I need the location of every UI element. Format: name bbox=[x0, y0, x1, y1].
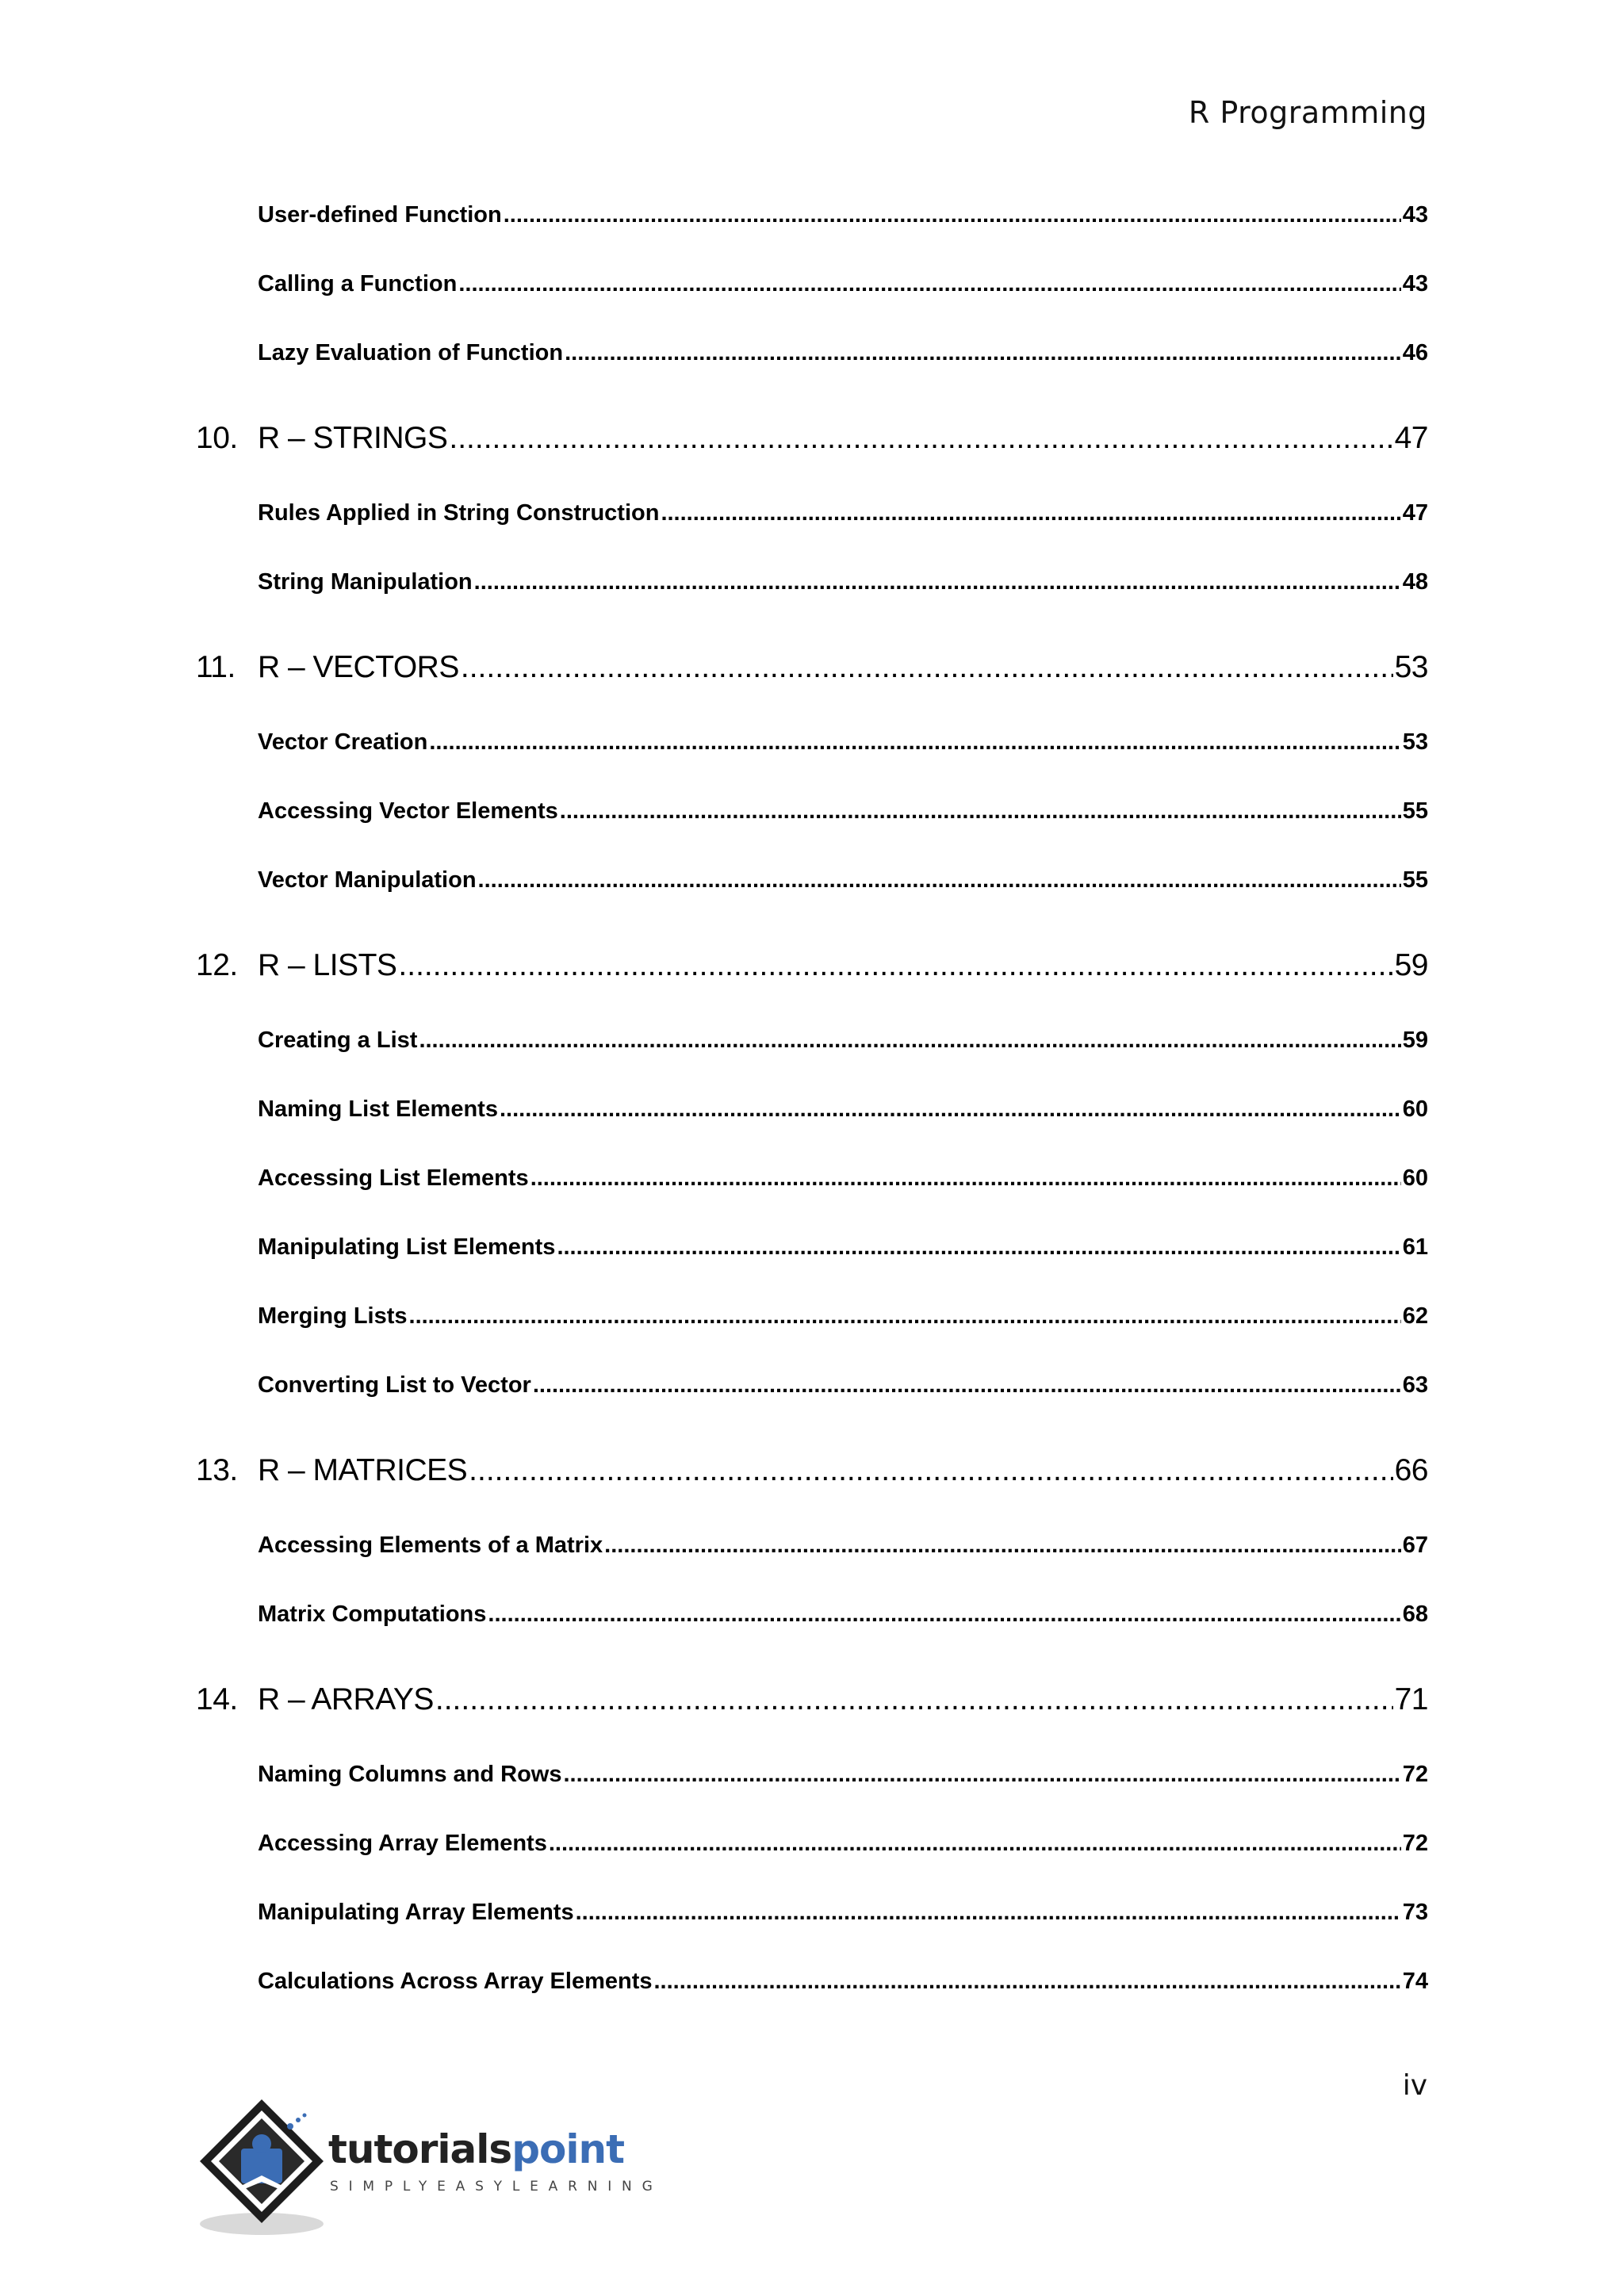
logo-wordmark: tutorialspoint bbox=[328, 2126, 624, 2172]
dot-leader bbox=[530, 1165, 1401, 1192]
dot-leader bbox=[504, 202, 1401, 228]
chapter-number: 11. bbox=[196, 650, 236, 684]
toc-page-number: 55 bbox=[1402, 798, 1428, 824]
dot-leader bbox=[461, 650, 1393, 685]
toc-page-number: 46 bbox=[1402, 340, 1428, 365]
toc-page-number: 62 bbox=[1402, 1303, 1428, 1329]
toc-page-number: 60 bbox=[1402, 1165, 1428, 1191]
toc-page-number: 53 bbox=[1402, 729, 1428, 755]
toc-page-number: 60 bbox=[1402, 1096, 1428, 1122]
toc-page-number: 63 bbox=[1402, 1372, 1428, 1398]
toc-section-row[interactable] bbox=[258, 1096, 1428, 1123]
toc-section-row[interactable] bbox=[258, 500, 1428, 526]
toc-page-number: 74 bbox=[1402, 1969, 1428, 1994]
toc-page-number: 72 bbox=[1402, 1831, 1428, 1856]
dot-leader bbox=[563, 1762, 1400, 1788]
chapter-number: 14. bbox=[196, 1682, 238, 1716]
dot-leader bbox=[458, 271, 1400, 297]
toc-page-number: 47 bbox=[1402, 500, 1428, 526]
dot-leader bbox=[533, 1372, 1401, 1399]
toc-section-row[interactable] bbox=[258, 1969, 1428, 1995]
toc-page-number: 59 bbox=[1402, 1027, 1428, 1053]
toc-chapter-row[interactable] bbox=[258, 1682, 1428, 1717]
chapter-title: R – VECTORS bbox=[258, 650, 459, 684]
toc-section-row[interactable] bbox=[258, 1831, 1428, 1857]
dot-leader bbox=[488, 1601, 1400, 1628]
section-title: Accessing Array Elements bbox=[258, 1831, 547, 1856]
toc-section-row[interactable] bbox=[258, 1900, 1428, 1926]
dot-leader bbox=[560, 798, 1401, 825]
dot-leader bbox=[478, 867, 1401, 894]
toc-section-row[interactable] bbox=[258, 1234, 1428, 1261]
toc-page-number: 43 bbox=[1402, 271, 1428, 297]
section-title: Matrix Computations bbox=[258, 1601, 487, 1627]
toc-page-number: 68 bbox=[1402, 1601, 1428, 1627]
toc-section-row[interactable] bbox=[258, 1303, 1428, 1330]
section-title: Converting List to Vector bbox=[258, 1372, 531, 1398]
chapter-number: 10. bbox=[196, 421, 238, 455]
toc-page-number: 71 bbox=[1394, 1682, 1428, 1716]
section-title: Lazy Evaluation of Function bbox=[258, 340, 564, 365]
toc-page-number: 55 bbox=[1402, 867, 1428, 893]
section-title: Creating a List bbox=[258, 1027, 418, 1053]
section-title: Accessing Elements of a Matrix bbox=[258, 1533, 603, 1558]
toc-section-row[interactable] bbox=[258, 1165, 1428, 1192]
section-title: Accessing Vector Elements bbox=[258, 798, 558, 824]
toc-section-row[interactable] bbox=[258, 569, 1428, 595]
toc-section-row[interactable] bbox=[258, 340, 1428, 366]
toc-section-row[interactable] bbox=[258, 202, 1428, 228]
toc-chapter-row[interactable] bbox=[258, 421, 1428, 456]
toc-section-row[interactable] bbox=[258, 1027, 1428, 1054]
dot-leader bbox=[654, 1969, 1401, 1995]
toc-section-row[interactable] bbox=[258, 1762, 1428, 1788]
toc-page-number: 47 bbox=[1394, 421, 1428, 455]
section-title: Rules Applied in String Construction bbox=[258, 500, 660, 526]
section-title: Calculations Across Array Elements bbox=[258, 1969, 653, 1994]
dot-leader bbox=[500, 1096, 1401, 1123]
chapter-number: 12. bbox=[196, 948, 238, 982]
section-title: Vector Creation bbox=[258, 729, 428, 755]
chapter-number: 13. bbox=[196, 1453, 238, 1487]
toc-page-number: 61 bbox=[1402, 1234, 1428, 1260]
toc-section-row[interactable] bbox=[258, 271, 1428, 297]
section-title: Naming Columns and Rows bbox=[258, 1762, 562, 1787]
dot-leader bbox=[469, 1453, 1392, 1488]
tutorialspoint-logo bbox=[193, 2093, 669, 2244]
chapter-title: R – MATRICES bbox=[258, 1453, 468, 1487]
section-title: Vector Manipulation bbox=[258, 867, 477, 893]
toc-page-number: 72 bbox=[1402, 1762, 1428, 1787]
toc-page-number: 43 bbox=[1402, 202, 1428, 228]
dot-leader bbox=[429, 729, 1400, 756]
running-header: R Programming bbox=[1188, 95, 1427, 130]
toc-section-row[interactable] bbox=[258, 1372, 1428, 1399]
dot-leader bbox=[549, 1831, 1401, 1857]
chapter-title: R – STRINGS bbox=[258, 421, 448, 455]
dot-leader bbox=[474, 569, 1401, 595]
toc-section-row[interactable] bbox=[258, 1533, 1428, 1559]
section-title: Manipulating List Elements bbox=[258, 1234, 556, 1260]
toc-section-row[interactable] bbox=[258, 867, 1428, 894]
toc-page-number: 59 bbox=[1394, 948, 1428, 982]
chapter-title: R – ARRAYS bbox=[258, 1682, 434, 1716]
dot-leader bbox=[557, 1234, 1400, 1261]
toc-chapter-row[interactable] bbox=[258, 650, 1428, 685]
dot-leader bbox=[435, 1682, 1393, 1717]
toc-page-number: 48 bbox=[1402, 569, 1428, 595]
toc-page-number: 53 bbox=[1394, 650, 1428, 684]
section-title: Accessing List Elements bbox=[258, 1165, 529, 1191]
dot-leader bbox=[419, 1027, 1400, 1054]
dot-leader bbox=[449, 421, 1392, 456]
dot-leader bbox=[409, 1303, 1401, 1330]
dot-leader bbox=[604, 1533, 1401, 1559]
toc-page-number: 67 bbox=[1402, 1533, 1428, 1558]
toc-section-row[interactable] bbox=[258, 798, 1428, 825]
section-title: Calling a Function bbox=[258, 271, 458, 297]
toc-section-row[interactable] bbox=[258, 729, 1428, 756]
toc-page-number: 66 bbox=[1394, 1453, 1428, 1487]
logo-tagline: SIMPLYEASYLEARNING bbox=[330, 2179, 663, 2195]
section-title: Merging Lists bbox=[258, 1303, 408, 1329]
dot-leader bbox=[565, 340, 1401, 366]
section-title: Manipulating Array Elements bbox=[258, 1900, 574, 1925]
section-title: String Manipulation bbox=[258, 569, 473, 595]
dot-leader bbox=[661, 500, 1400, 526]
dot-leader bbox=[398, 948, 1392, 983]
dot-leader bbox=[576, 1900, 1401, 1926]
section-title: Naming List Elements bbox=[258, 1096, 498, 1122]
chapter-title: R – LISTS bbox=[258, 948, 397, 982]
page-number: iv bbox=[1402, 2069, 1427, 2102]
toc-chapter-row[interactable] bbox=[258, 1453, 1428, 1488]
toc-chapter-row[interactable] bbox=[258, 948, 1428, 983]
toc-page-number: 73 bbox=[1402, 1900, 1428, 1925]
toc-section-row[interactable] bbox=[258, 1601, 1428, 1628]
section-title: User-defined Function bbox=[258, 202, 502, 228]
